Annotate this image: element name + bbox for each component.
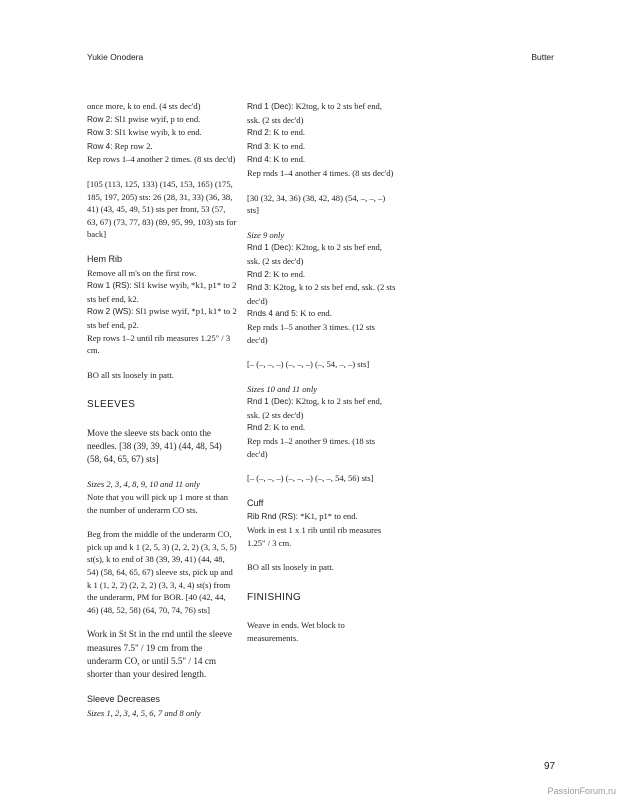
instruction-row (247, 153, 397, 167)
hem-rib-heading: Hem Rib (87, 253, 123, 264)
sleeves-heading: SLEEVES (87, 399, 136, 411)
finishing-heading: FINISHING (247, 591, 302, 603)
row-label: Rib Rnd (RS): (247, 512, 298, 522)
sizes-italic: Size 9 only (247, 229, 285, 240)
row-label: Rnd 2: (247, 269, 272, 279)
row-text: K to end. (271, 268, 306, 279)
pattern-title: Butter (531, 52, 554, 62)
row-label: Rnd 2: (247, 128, 272, 138)
instruction-row (247, 307, 397, 321)
right-column (247, 100, 397, 657)
watermark: PassionForum.ru (547, 786, 616, 796)
row-text: *K1, p1* to end. (297, 511, 358, 522)
finishing-text: Weave in ends. Wet block to measurements. (247, 620, 345, 643)
instruction-row (87, 305, 237, 331)
left-column (87, 100, 237, 719)
sizes-italic: Sizes 2, 3, 4, 8, 9, 10 and 11 only (87, 479, 200, 490)
row-text: K to end. (271, 127, 306, 138)
instruction-row (247, 395, 397, 421)
instruction-row (247, 268, 397, 282)
row-text: K2tog, k to 2 sts bef end, ssk. (2 sts dec'd) (247, 242, 382, 266)
row-text: Sl1 pwise wyif, *p1, k1* to 2 sts bef end, p2. (87, 306, 237, 330)
row-label: Rnds 4 and 5: (247, 309, 298, 319)
sizes-note (87, 707, 237, 720)
cuff-heading: Cuff (247, 497, 264, 508)
repeat-text: Rep rows 1–4 another 2 times. (8 sts dec'd) (87, 154, 236, 165)
row-label: Rnd 3: (247, 141, 272, 151)
repeat-text: Rep rnds 1–5 another 3 times. (12 sts dec'd) (247, 321, 375, 345)
repeat-text: Rep rnds 1–2 another 9 times. (18 sts dec'd) (247, 436, 375, 459)
sizes-italic: Sizes 10 and 11 only (247, 383, 318, 394)
sleeve-decreases-heading: Sleeve Decreases (87, 694, 161, 705)
instruction-row (247, 140, 397, 154)
work-text: Work in St St in the rnd until the sleeve measures 7.5" / 19 cm from the underarm CO, or until 5.5" / 14 cm shorter than your desired length. (87, 629, 232, 680)
row-label: Row 1 (RS): (87, 281, 132, 291)
instruction-row (87, 279, 237, 305)
row-text: Sl1 kwise wyib, *k1, p1* to 2 sts bef end, k2. (87, 280, 237, 304)
text-line: Remove all m's on the first row. (87, 267, 197, 278)
row-label: Rnd 1 (Dec): (247, 397, 294, 407)
sizes-note (87, 478, 237, 491)
cuff-work-text: Work in est 1 x 1 rib until rib measures 1.25" / 3 cm. (247, 525, 382, 548)
instruction-row (87, 113, 237, 127)
stitch-counts: [– (–, –, –) (–, –, –) (–, –, 54, 56) sts] (247, 473, 374, 484)
repeat-text: Rep rnds 1–4 another 4 times. (8 sts dec'd) (247, 167, 394, 178)
instruction-row (87, 126, 237, 140)
designer-name: Yukie Onodera (87, 52, 144, 62)
sizes-note (247, 229, 397, 242)
pickup-text: Beg from the middle of the underarm CO, pick up and k 1 (2, 5, 3) (2, 2, 2) (3, 3, 5, 5) st(s), k to end of 38 (39, 39, 41) (44, 48, 54) (58, 64, 65, 67) sleeve sts, pick up and k 1 (1, 2, 2) (2, 2, 2) (3, 3, 4, 4) st(s) from the underarm, PM for BOR. [40 (42, 44, 46) (48, 52, 58) (64, 70, 74, 76) sts] (87, 529, 237, 615)
row-label: Row 2 (WS): (87, 307, 134, 317)
instruction-row (87, 140, 237, 154)
row-label: Rnd 3: (247, 283, 272, 293)
row-label: Rnd 4: (247, 155, 272, 165)
bind-off-text: BO all sts loosely in patt. (87, 369, 174, 380)
instruction-row (247, 100, 397, 126)
row-label: Row 4: (87, 141, 113, 151)
row-label: Rnd 1 (Dec): (247, 102, 294, 111)
stitch-counts: [30 (32, 34, 36) (38, 42, 48) (54, –, –, –) sts] (247, 192, 386, 216)
sleeve-move-text: Move the sleeve sts back onto the needles. [38 (39, 39, 41) (44, 48, 54) (58, 64, 65, 67) sts] (87, 427, 222, 465)
instruction-row (247, 281, 397, 307)
text-line: once more, k to end. (4 sts dec'd) (87, 101, 201, 111)
row-text: K2tog, k to 2 sts bef end, ssk. (2 sts dec'd) (247, 101, 382, 125)
sizes-note (247, 383, 397, 396)
instruction-row (247, 510, 397, 524)
page-number: 97 (544, 761, 556, 772)
stitch-counts: [105 (113, 125, 133) (145, 153, 165) (175, 185, 197, 205) sts: 26 (28, 31, 33) (36, 38, 41) (43, 45, 49, 51) sts per front, 53 (57, 63, 67) (73, 77, 83) (89, 95, 99, 103) sts for back] (87, 178, 237, 240)
row-text: Sl1 pwise wyif, p to end. (112, 113, 201, 124)
row-text: K to end. (297, 308, 332, 319)
row-text: K to end. (271, 422, 306, 433)
instruction-row (247, 126, 397, 140)
row-text: K2tog, k to 2 sts bef end, ssk. (2 sts dec'd) (247, 282, 396, 306)
row-label: Row 2: (87, 114, 113, 124)
row-label: Rnd 2: (247, 423, 272, 433)
row-label: Row 3: (87, 128, 113, 138)
stitch-counts: [– (–, –, –) (–, –, –) (–, 54, –, –) sts] (247, 359, 370, 370)
row-text: Rep row 2. (112, 140, 153, 151)
row-text: K2tog, k to 2 sts bef end, ssk. (2 sts dec'd) (247, 396, 382, 420)
row-text: K to end. (271, 154, 306, 165)
bind-off-text: BO all sts loosely in patt. (247, 562, 334, 573)
row-text: Sl1 kwise wyib, k to end. (112, 127, 202, 138)
row-label: Rnd 1 (Dec): (247, 243, 294, 253)
instruction-row (247, 241, 397, 267)
row-text: K to end. (271, 140, 306, 151)
sizes-italic: Sizes 1, 2, 3, 4, 5, 6, 7 and 8 only (87, 707, 201, 718)
repeat-text: Rep rows 1–2 until rib measures 1.25" / 3 cm. (87, 332, 231, 356)
instruction-row (247, 421, 397, 435)
note-text: Note that you will pick up 1 more st than the number of underarm CO sts. (87, 492, 229, 515)
